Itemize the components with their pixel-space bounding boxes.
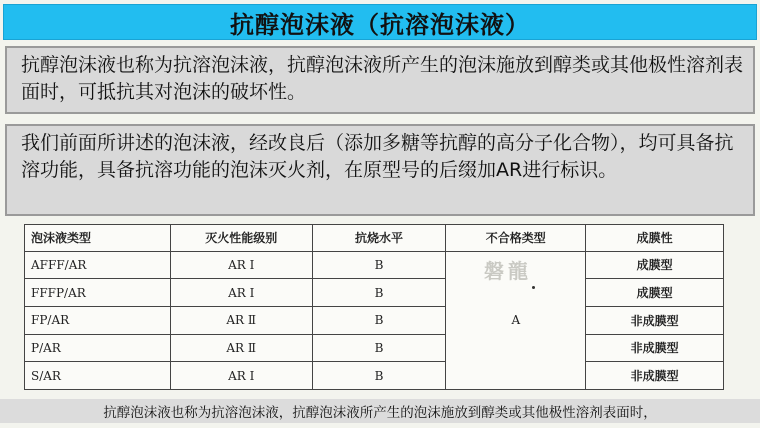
table-row xyxy=(25,251,724,279)
cell-type: AFFF/AR xyxy=(25,251,171,279)
table-speck xyxy=(532,286,535,289)
header-fire-level: 灭火性能级别 xyxy=(170,225,312,252)
cell-burnback: B xyxy=(312,362,446,390)
table-row xyxy=(25,279,724,307)
slide-title: 抗醇泡沫液（抗溶泡沫液） xyxy=(230,10,530,39)
cell-type: S/AR xyxy=(25,362,171,390)
cell-level: AR Ⅱ xyxy=(170,334,312,362)
caption-text: 抗醇泡沫液也称为抗溶泡沫液，抗醇泡沫液所产生的泡沫施放到醇类或其他极性溶剂表面时， xyxy=(103,405,657,421)
cell-film: 非成膜型 xyxy=(586,334,724,362)
cell-level: AR Ⅰ xyxy=(170,251,312,279)
cell-film: 成膜型 xyxy=(586,251,724,279)
cell-burnback: B xyxy=(312,334,446,362)
watermark-logo: 磐龍 xyxy=(484,259,532,283)
cell-nonconforming: A xyxy=(446,251,586,390)
cell-burnback: B xyxy=(312,251,446,279)
cell-type: FP/AR xyxy=(25,306,171,334)
cell-type: P/AR xyxy=(25,334,171,362)
definition-panel xyxy=(5,46,755,114)
caption-bar xyxy=(0,399,760,423)
cell-level: AR Ⅰ xyxy=(170,279,312,307)
cell-type: FFFP/AR xyxy=(25,279,171,307)
cell-film: 成膜型 xyxy=(586,279,724,307)
cell-level: AR Ⅱ xyxy=(170,306,312,334)
table-row xyxy=(25,334,724,362)
table-row xyxy=(25,362,724,390)
foam-type-table xyxy=(24,224,724,390)
cell-level: AR Ⅰ xyxy=(170,362,312,390)
cell-burnback: B xyxy=(312,306,446,334)
slide-title-bar xyxy=(3,4,757,40)
cell-burnback: B xyxy=(312,279,446,307)
definition-text: 抗醇泡沫液也称为抗溶泡沫液，抗醇泡沫液所产生的泡沫施放到醇类或其他极性溶剂表面时，可抵抗其对泡沫的破坏性。 xyxy=(21,54,744,103)
header-foam-type: 泡沫液类型 xyxy=(25,225,171,252)
header-nonconforming: 不合格类型 xyxy=(446,225,586,252)
table-row xyxy=(25,306,724,334)
cell-film: 非成膜型 xyxy=(586,306,724,334)
cell-film: 非成膜型 xyxy=(586,362,724,390)
table-header-row xyxy=(25,225,724,252)
improvement-text: 我们前面所讲述的泡沫液，经改良后（添加多糖等抗醇的高分子化合物），均可具备抗溶功能，具备抗溶功能的泡沫灭火剂，在原型号的后缀加AR进行标识。 xyxy=(21,132,734,181)
header-burnback: 抗烧水平 xyxy=(312,225,446,252)
header-film: 成膜性 xyxy=(586,225,724,252)
improvement-panel xyxy=(5,124,755,216)
